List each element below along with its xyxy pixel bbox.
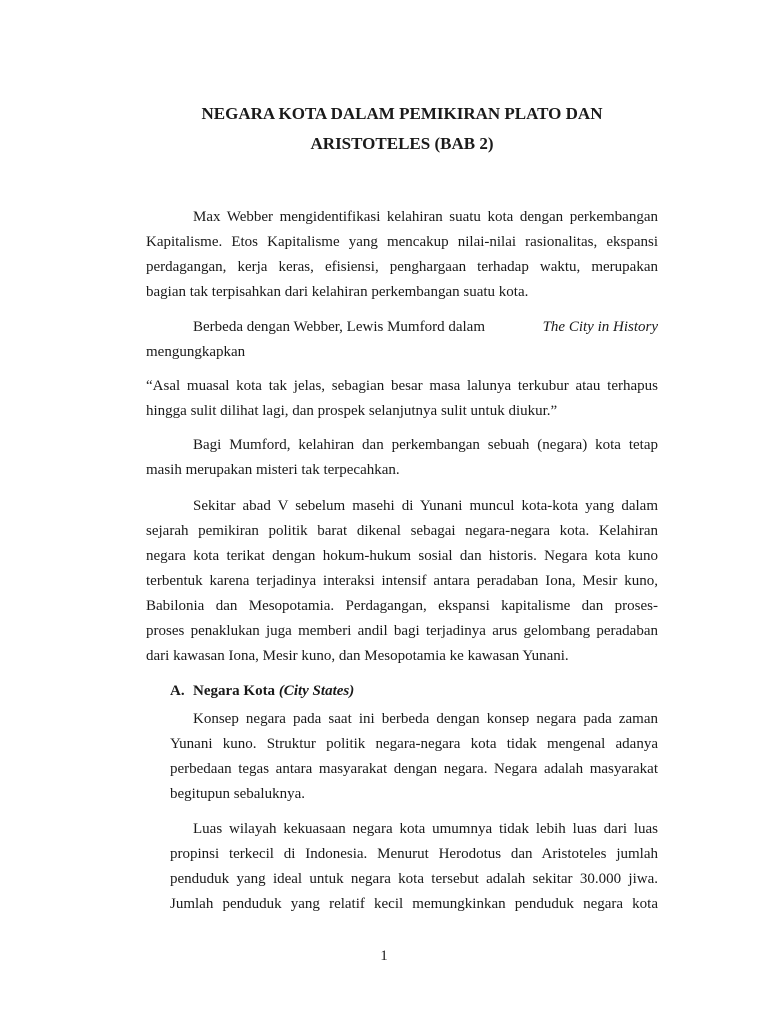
- paragraph-line: Konsep negara pada saat ini berbeda dengan konsep negara pada zaman: [193, 711, 658, 727]
- quote-line: hingga sulit dilihat lagi, dan prospek selanjutnya sulit untuk diukur.”: [146, 403, 558, 419]
- paragraph-line: Sekitar abad V sebelum masehi di Yunani muncul kota-kota yang dalam: [193, 498, 658, 514]
- document-title-line-1: NEGARA KOTA DALAM PEMIKIRAN PLATO DAN: [201, 104, 603, 123]
- book-title: The City in History: [542, 319, 658, 335]
- paragraph-line: Max Webber mengidentifikasi kelahiran suatu kota dengan perkembangan: [193, 209, 658, 225]
- paragraph-line: perbedaan tegas antara masyarakat dengan negara. Negara adalah masyarakat: [170, 761, 658, 777]
- paragraph-line: terbentuk karena terjadinya interaksi intensif antara peradaban Iona, Mesir kuno,: [146, 573, 658, 589]
- paragraph-line: sejarah pemikiran politik barat dikenal sebagai negara-negara kota. Kelahiran: [146, 523, 658, 539]
- paragraph-line: dari kawasan Iona, Mesir kuno, dan Mesopotamia ke kawasan Yunani.: [146, 648, 569, 664]
- paragraph-line: [193, 318, 658, 336]
- paragraph-line: propinsi terkecil di Indonesia. Menurut Herodotus dan Aristoteles jumlah: [170, 846, 658, 862]
- paragraph-line: mengungkapkan: [146, 344, 246, 360]
- section-title-text: Negara Kota: [193, 683, 276, 699]
- paragraph-line: masih merupakan misteri tak terpecahkan.: [146, 462, 400, 478]
- paragraph-text: Berbeda dengan Webber, Lewis Mumford dalam: [193, 319, 485, 335]
- section-title-italic: (City States): [278, 683, 355, 699]
- document-title-line-2: ARISTOTELES (BAB 2): [310, 134, 494, 153]
- paragraph-line: Luas wilayah kekuasaan negara kota umumnya tidak lebih luas dari luas: [193, 821, 658, 837]
- page-number: 1: [380, 948, 388, 964]
- paragraph-line: Jumlah penduduk yang relatif kecil memungkinkan penduduk negara kota: [170, 896, 658, 912]
- paragraph-line: Kapitalisme. Etos Kapitalisme yang mencakup nilai-nilai rasionalitas, ekspansi: [146, 234, 658, 250]
- paragraph-line: proses penaklukan juga memberi andil bagi terjadinya arus gelombang peradaban: [146, 623, 658, 639]
- paragraph-line: Babilonia dan Mesopotamia. Perdagangan, ekspansi kapitalisme dan proses-: [146, 598, 658, 614]
- quote-line: “Asal muasal kota tak jelas, sebagian besar masa lalunya terkubur atau terhapus: [146, 378, 658, 394]
- paragraph-line: perdagangan, kerja keras, efisiensi, penghargaan terhadap waktu, merupakan: [146, 259, 658, 275]
- section-title: [193, 683, 354, 700]
- paragraph-line: Yunani kuno. Struktur politik negara-negara kota tidak mengenal adanya: [170, 736, 658, 752]
- paragraph-line: negara kota terikat dengan hokum-hukum sosial dan historis. Negara kota kuno: [146, 548, 658, 564]
- paragraph-line: Bagi Mumford, kelahiran dan perkembangan sebuah (negara) kota tetap: [193, 437, 658, 453]
- section-letter: A.: [170, 683, 185, 699]
- paragraph-line: begitupun sebaluknya.: [170, 786, 305, 802]
- paragraph-line: penduduk yang ideal untuk negara kota tersebut adalah sekitar 30.000 jiwa.: [170, 871, 658, 887]
- paragraph-line: bagian tak terpisahkan dari kelahiran perkembangan suatu kota.: [146, 284, 529, 300]
